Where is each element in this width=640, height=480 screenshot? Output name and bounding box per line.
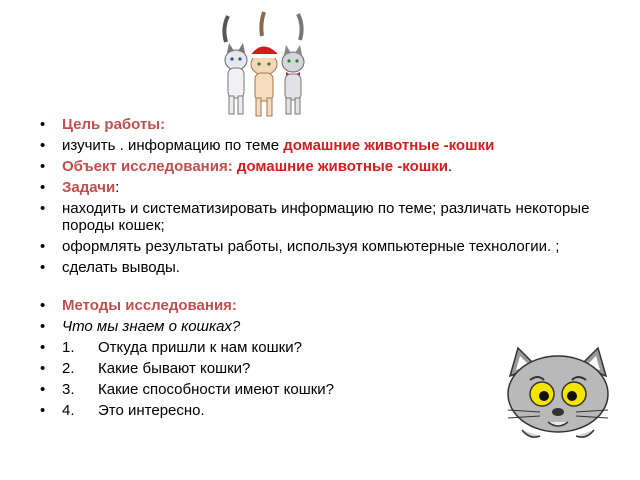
study-topic: домашние животные -кошки: [283, 137, 495, 154]
bullet: •: [40, 200, 46, 217]
bullet: •: [40, 297, 46, 314]
item-number: 3.: [62, 381, 75, 398]
bullet: •: [40, 116, 46, 133]
item-number: 1.: [62, 339, 75, 356]
tasks-colon: :: [115, 179, 120, 196]
study-item: [40, 137, 620, 154]
bullet: •: [40, 259, 46, 276]
three-cats-image: [214, 8, 314, 124]
bullet: •: [40, 339, 46, 356]
item-text: Какие бывают кошки?: [98, 360, 251, 377]
task-item-3: [40, 259, 620, 276]
goal-item: [40, 116, 620, 133]
item-number: 2.: [62, 360, 75, 377]
question-item: [40, 318, 620, 335]
question-text: Что мы знаем о кошках?: [62, 318, 241, 335]
item-text: Это интересно.: [98, 402, 205, 419]
task-text: находить и систематизировать информацию по теме; различать некоторые породы кошек;: [62, 200, 590, 234]
bullet: •: [40, 137, 46, 154]
spacer: [40, 280, 620, 297]
tasks-item: [40, 179, 620, 196]
methods-label: Методы исследования:: [62, 297, 237, 314]
methods-item: [40, 297, 620, 314]
bullet: •: [40, 238, 46, 255]
tasks-label: Задачи: [62, 179, 116, 196]
bullet: •: [40, 158, 46, 175]
bullet: •: [40, 318, 46, 335]
task-text: оформлять результаты работы, используя компьютерные технологии. ;: [62, 238, 560, 255]
item-number: 4.: [62, 402, 75, 419]
task-item-2: [40, 238, 620, 255]
object-label: Объект исследования:: [62, 158, 237, 175]
bullet: •: [40, 402, 46, 419]
grey-cat-right: [282, 14, 304, 114]
bullet: •: [40, 381, 46, 398]
study-prefix: изучить . информацию по теме: [62, 137, 284, 154]
item-text: Откуда пришли к нам кошки?: [98, 339, 302, 356]
object-end: .: [447, 158, 453, 175]
bullet: •: [40, 360, 46, 377]
cartoon-cat-image: [500, 340, 616, 444]
goal-label: Цель работы:: [62, 116, 166, 133]
item-text: Какие способности имеют кошки?: [98, 381, 335, 398]
object-value: домашние животные -кошки: [236, 158, 448, 175]
task-text: сделать выводы.: [62, 259, 180, 276]
object-item: [40, 158, 620, 175]
orange-cat-middle: [250, 12, 283, 116]
bullet: •: [40, 179, 46, 196]
grey-cat-left: [224, 16, 247, 114]
task-item-1: [40, 200, 620, 234]
